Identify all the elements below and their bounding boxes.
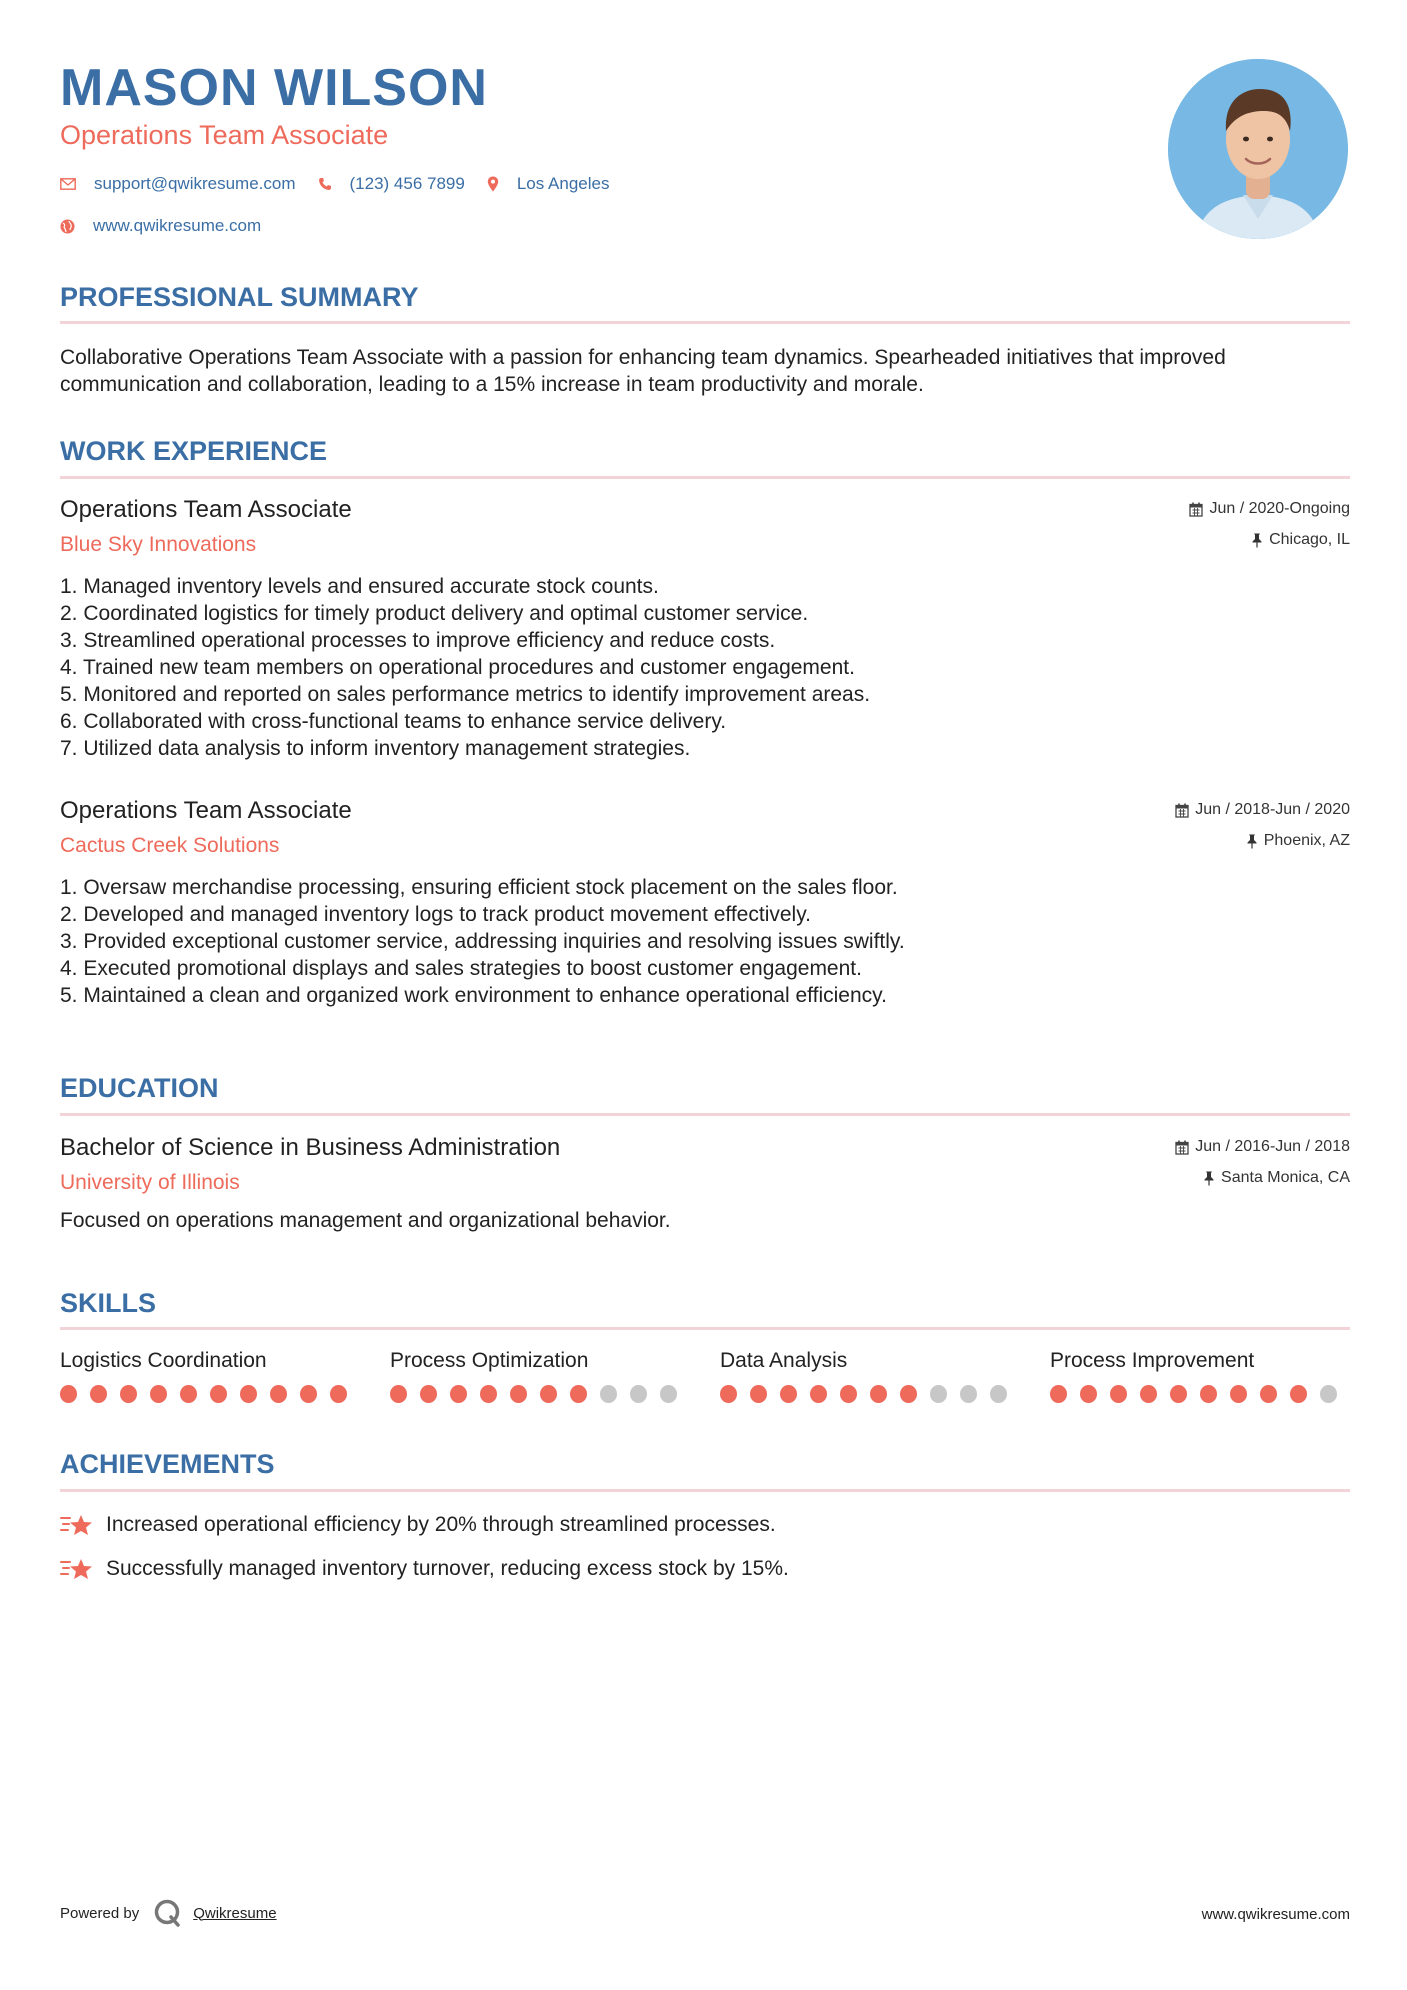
achievements-heading: ACHIEVEMENTS <box>60 1449 275 1479</box>
education-date-text: Jun / 2016-Jun / 2018 <box>1195 1138 1350 1155</box>
section-divider <box>60 1489 1350 1492</box>
skill-item <box>720 1349 1020 1403</box>
skill-dot-filled <box>1170 1385 1187 1403</box>
job-bullet: 2. Coordinated logistics for timely product delivery and optimal customer service. <box>60 602 809 625</box>
skill-dot-empty <box>600 1385 617 1403</box>
profile-photo <box>1168 59 1348 239</box>
calendar-icon <box>1189 502 1203 517</box>
experience-heading: WORK EXPERIENCE <box>60 436 328 466</box>
skill-dot-filled <box>240 1385 257 1403</box>
shooting-star-icon <box>60 1512 94 1538</box>
calendar-icon <box>1175 1140 1189 1155</box>
skill-item <box>1050 1349 1350 1403</box>
skill-dot-filled <box>720 1385 737 1403</box>
achievement-item <box>60 1556 789 1582</box>
skill-name: Process Improvement <box>1050 1349 1255 1372</box>
skill-dot-filled <box>390 1385 407 1403</box>
skill-dot-filled <box>1050 1385 1067 1403</box>
contact-location <box>487 174 610 194</box>
education-date <box>1175 1138 1350 1156</box>
skill-rating <box>390 1385 690 1403</box>
job-title: Operations Team Associate <box>60 496 352 523</box>
job-bullet: 6. Collaborated with cross-functional teams to enhance service delivery. <box>60 710 727 733</box>
powered-by-label: Powered by <box>60 1904 140 1922</box>
skill-dot-empty <box>930 1385 947 1403</box>
skill-item <box>60 1349 360 1403</box>
globe-icon <box>60 219 75 234</box>
contact-phone[interactable] <box>318 174 465 194</box>
skill-rating <box>720 1385 1020 1403</box>
job-bullet: 1. Managed inventory levels and ensured accurate stock counts. <box>60 575 659 598</box>
section-divider <box>60 321 1350 324</box>
skill-dot-filled <box>900 1385 917 1403</box>
education-heading: EDUCATION <box>60 1073 219 1103</box>
candidate-title: Operations Team Associate <box>60 120 389 150</box>
skill-rating <box>1050 1385 1350 1403</box>
qwikresume-logo-icon <box>153 1898 183 1928</box>
achievement-text: Increased operational efficiency by 20% through streamlined processes. <box>106 1513 776 1536</box>
skill-dot-filled <box>180 1385 197 1403</box>
pushpin-icon <box>1246 834 1258 849</box>
skill-dot-empty <box>960 1385 977 1403</box>
section-divider <box>60 476 1350 479</box>
skill-dot-filled <box>1080 1385 1097 1403</box>
skills-heading: SKILLS <box>60 1288 157 1318</box>
location-text: Los Angeles <box>516 174 610 193</box>
avatar-illustration <box>1168 59 1348 239</box>
job-bullet: 5. Maintained a clean and organized work environment to enhance operational efficiency. <box>60 984 887 1007</box>
job-bullet: 4. Executed promotional displays and sales strategies to boost customer engagement. <box>60 957 862 980</box>
skill-name: Process Optimization <box>390 1349 589 1372</box>
skill-dot-filled <box>570 1385 587 1403</box>
job-date <box>1175 801 1350 819</box>
job-location-text: Chicago, IL <box>1269 531 1350 548</box>
achievement-item <box>60 1512 776 1538</box>
skill-dot-filled <box>810 1385 827 1403</box>
skill-dot-filled <box>1140 1385 1157 1403</box>
job-company: Blue Sky Innovations <box>60 533 257 556</box>
school-name: University of Illinois <box>60 1171 240 1194</box>
skill-dot-filled <box>1290 1385 1307 1403</box>
skill-dot-filled <box>1200 1385 1217 1403</box>
phone-text: (123) 456 7899 <box>349 174 465 193</box>
skill-dot-filled <box>750 1385 767 1403</box>
section-divider <box>60 1113 1350 1116</box>
achievement-text: Successfully managed inventory turnover, reducing excess stock by 15%. <box>106 1557 789 1580</box>
skill-dot-filled <box>150 1385 167 1403</box>
skill-dot-filled <box>780 1385 797 1403</box>
phone-icon <box>318 177 332 191</box>
degree-title: Bachelor of Science in Business Administration <box>60 1134 561 1161</box>
job-bullet-list <box>60 874 905 1009</box>
job-date-text: Jun / 2018-Jun / 2020 <box>1195 801 1350 818</box>
calendar-icon <box>1175 803 1189 818</box>
candidate-name: MASON WILSON <box>60 59 488 117</box>
pushpin-icon <box>1203 1171 1215 1186</box>
skill-dot-filled <box>870 1385 887 1403</box>
job-company: Cactus Creek Solutions <box>60 834 280 857</box>
skill-dot-filled <box>510 1385 527 1403</box>
skill-dot-filled <box>330 1385 347 1403</box>
education-description: Focused on operations management and organizational behavior. <box>60 1209 671 1232</box>
job-bullet: 5. Monitored and reported on sales performance metrics to identify improvement areas. <box>60 683 871 706</box>
skill-dot-filled <box>270 1385 287 1403</box>
job-location <box>1246 832 1350 850</box>
skill-dot-filled <box>1110 1385 1127 1403</box>
job-bullet: 4. Trained new team members on operational procedures and customer engagement. <box>60 656 855 679</box>
skill-rating <box>60 1385 360 1403</box>
job-bullet: 3. Provided exceptional customer service, addressing inquiries and resolving issues swiftly. <box>60 930 905 953</box>
skill-dot-filled <box>840 1385 857 1403</box>
job-bullet-list <box>60 573 870 762</box>
skill-dot-filled <box>120 1385 137 1403</box>
skill-dot-filled <box>210 1385 227 1403</box>
summary-heading: PROFESSIONAL SUMMARY <box>60 282 419 312</box>
website-text: www.qwikresume.com <box>93 216 262 235</box>
job-date-text: Jun / 2020-Ongoing <box>1209 500 1350 517</box>
contact-website[interactable] <box>60 216 261 236</box>
job-location-text: Phoenix, AZ <box>1263 832 1350 849</box>
contact-row <box>60 174 631 194</box>
shooting-star-icon <box>60 1556 94 1582</box>
skill-dot-filled <box>540 1385 557 1403</box>
skill-dot-filled <box>480 1385 497 1403</box>
skill-dot-empty <box>630 1385 647 1403</box>
skill-dot-empty <box>990 1385 1007 1403</box>
map-pin-icon <box>487 176 499 192</box>
email-text: support@qwikresume.com <box>94 174 296 193</box>
skill-name: Logistics Coordination <box>60 1349 267 1372</box>
job-location <box>1251 531 1350 549</box>
section-divider <box>60 1327 1350 1330</box>
skill-item <box>390 1349 690 1403</box>
education-location-text: Santa Monica, CA <box>1221 1169 1350 1186</box>
skill-dot-filled <box>300 1385 317 1403</box>
contact-row-2 <box>60 216 283 236</box>
skill-dot-empty <box>660 1385 677 1403</box>
pushpin-icon <box>1251 533 1263 548</box>
job-bullet: 3. Streamlined operational processes to improve efficiency and reduce costs. <box>60 629 776 652</box>
contact-email[interactable] <box>60 174 296 194</box>
skill-dot-filled <box>1260 1385 1277 1403</box>
skill-dot-filled <box>90 1385 107 1403</box>
job-bullet: 7. Utilized data analysis to inform inventory management strategies. <box>60 737 691 760</box>
job-date <box>1189 500 1350 518</box>
job-bullet: 1. Oversaw merchandise processing, ensuring efficient stock placement on the sales floor. <box>60 876 898 899</box>
footer-website[interactable]: www.qwikresume.com <box>1201 1906 1350 1923</box>
skill-dot-filled <box>420 1385 437 1403</box>
skill-name: Data Analysis <box>720 1349 848 1372</box>
skill-dot-filled <box>1230 1385 1247 1403</box>
skill-dot-empty <box>1320 1385 1337 1403</box>
job-title: Operations Team Associate <box>60 797 352 824</box>
envelope-icon <box>60 178 76 190</box>
education-location <box>1203 1169 1350 1187</box>
job-bullet: 2. Developed and managed inventory logs to track product movement effectively. <box>60 903 811 926</box>
summary-text: Collaborative Operations Team Associate with a passion for enhancing team dynamics. Spearheaded initiatives that improved communication and collaboration, leading to a 15% increase in team productivity and morale. <box>60 346 1226 396</box>
skill-dot-filled <box>450 1385 467 1403</box>
footer-powered-by <box>60 1898 277 1928</box>
brand-link[interactable]: Qwikresume <box>193 1904 277 1922</box>
skill-dot-filled <box>60 1385 77 1403</box>
